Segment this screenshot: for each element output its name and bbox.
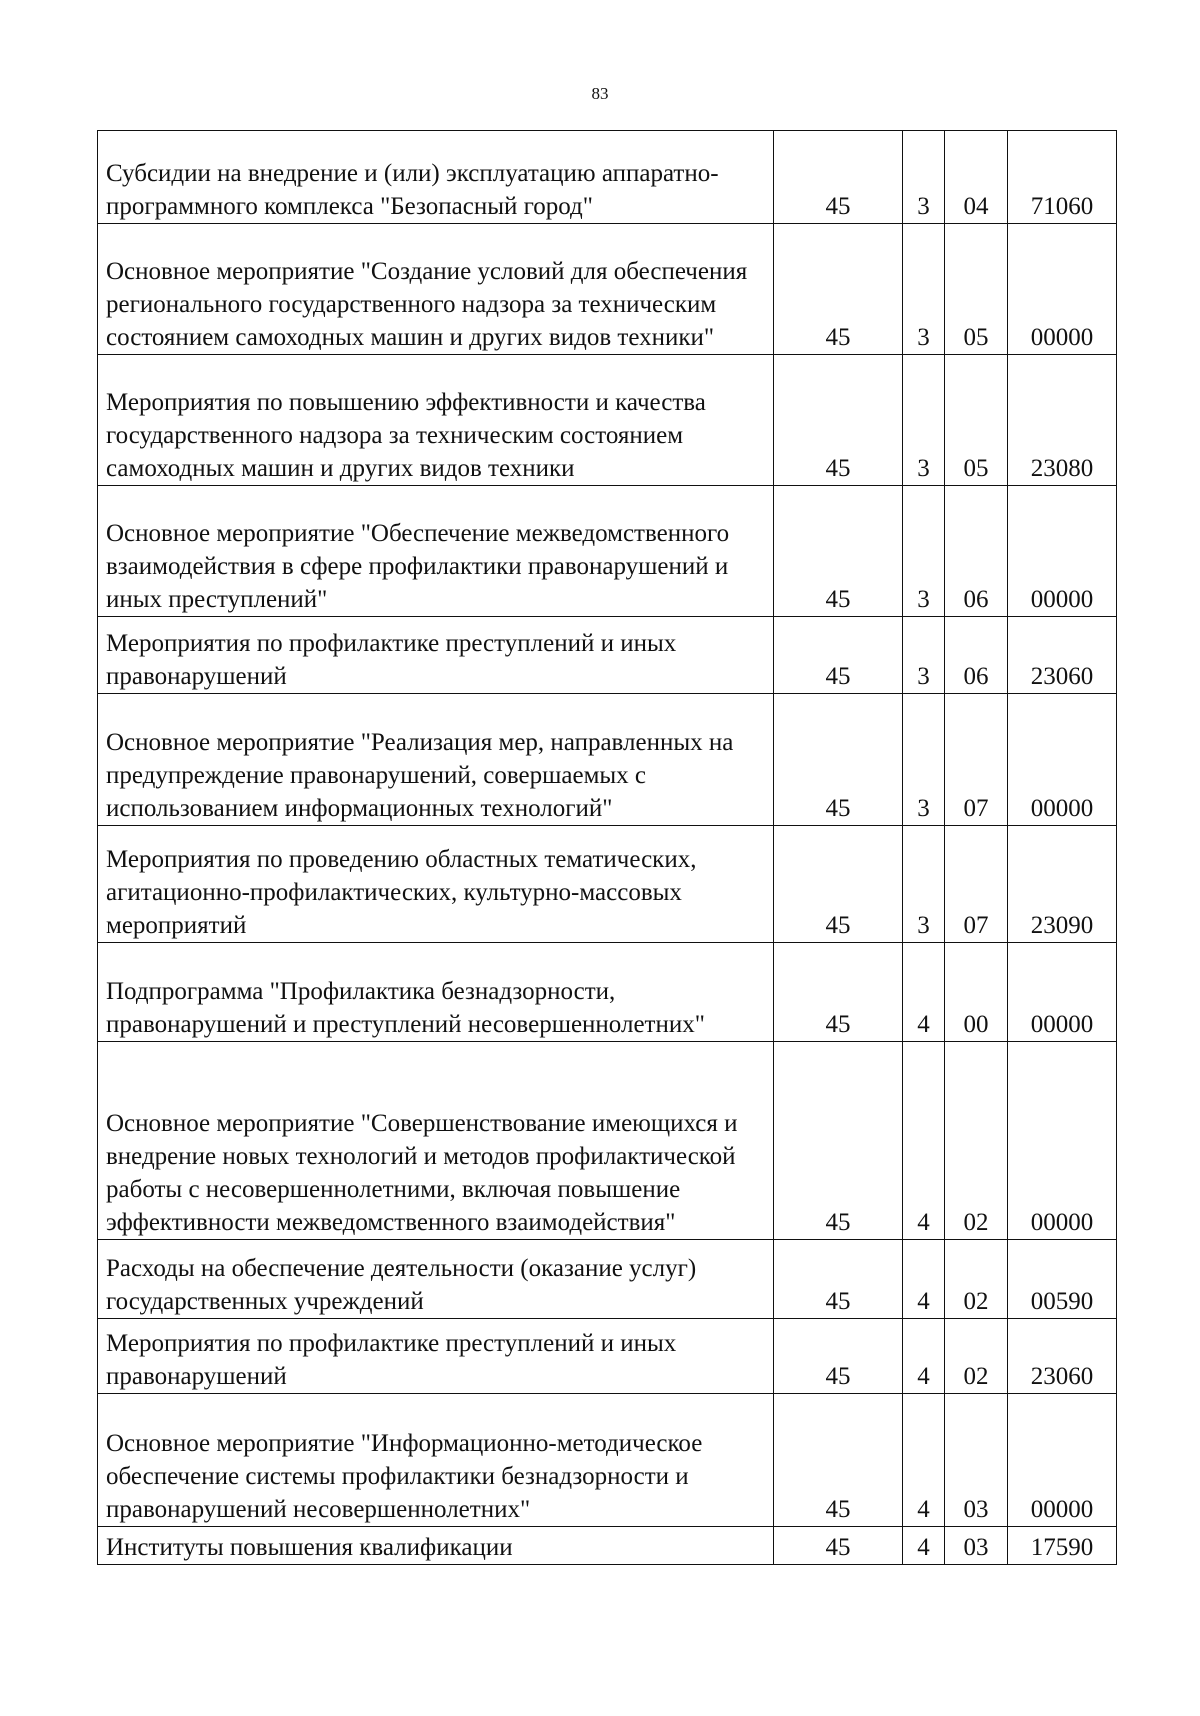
code-activity: 04 [945, 131, 1008, 224]
table-row [98, 617, 1117, 694]
table-row [98, 943, 1117, 1042]
code-activity: 03 [945, 1394, 1008, 1527]
table-row [98, 224, 1117, 355]
code-program: 45 [774, 486, 903, 617]
code-program: 45 [774, 617, 903, 694]
row-name: Основное мероприятие "Создание условий для обеспечения регионального государственного надзора за техническим состоянием самоходных машин и других видов техники" [98, 224, 774, 355]
code-program: 45 [774, 1527, 903, 1565]
row-name: Мероприятия по проведению областных тематических, агитационно-профилактических, культурно-массовых мероприятий [98, 826, 774, 943]
code-subprogram: 4 [903, 1319, 945, 1394]
code-program: 45 [774, 694, 903, 826]
row-name: Основное мероприятие "Информационно-методическое обеспечение системы профилактики безнадзорности и правонарушений несовершеннолетних" [98, 1394, 774, 1527]
code-program: 45 [774, 1319, 903, 1394]
code-direction: 00000 [1008, 486, 1117, 617]
row-name: Основное мероприятие "Обеспечение межведомственного взаимодействия в сфере профилактики правонарушений и иных преступлений" [98, 486, 774, 617]
row-name: Субсидии на внедрение и (или) эксплуатацию аппаратно-программного комплекса "Безопасный город" [98, 131, 774, 224]
table-row [98, 826, 1117, 943]
table-row [98, 131, 1117, 224]
code-activity: 02 [945, 1042, 1008, 1240]
code-direction: 17590 [1008, 1527, 1117, 1565]
budget-table [97, 130, 1117, 1565]
code-subprogram: 3 [903, 224, 945, 355]
code-activity: 06 [945, 486, 1008, 617]
code-program: 45 [774, 355, 903, 486]
code-activity: 02 [945, 1240, 1008, 1319]
code-program: 45 [774, 826, 903, 943]
code-direction: 00000 [1008, 694, 1117, 826]
code-subprogram: 4 [903, 1240, 945, 1319]
table-row [98, 486, 1117, 617]
code-activity: 03 [945, 1527, 1008, 1565]
row-name: Основное мероприятие "Совершенствование имеющихся и внедрение новых технологий и методов профилактической работы с несовершеннолетними, включая повышение эффективности межведомственного взаимодействия" [98, 1042, 774, 1240]
code-subprogram: 4 [903, 1394, 945, 1527]
code-subprogram: 4 [903, 943, 945, 1042]
table-row [98, 355, 1117, 486]
code-direction: 00000 [1008, 1394, 1117, 1527]
code-program: 45 [774, 131, 903, 224]
code-activity: 05 [945, 355, 1008, 486]
code-direction: 00590 [1008, 1240, 1117, 1319]
table-row [98, 1042, 1117, 1240]
table-row [98, 1240, 1117, 1319]
code-activity: 05 [945, 224, 1008, 355]
code-subprogram: 4 [903, 1042, 945, 1240]
code-program: 45 [774, 224, 903, 355]
page-number: 83 [591, 84, 609, 103]
table-row [98, 1394, 1117, 1527]
table-row [98, 1319, 1117, 1394]
code-subprogram: 3 [903, 826, 945, 943]
table-row [98, 1527, 1117, 1565]
code-activity: 07 [945, 826, 1008, 943]
row-name: Расходы на обеспечение деятельности (оказание услуг) государственных учреждений [98, 1240, 774, 1319]
code-direction: 00000 [1008, 224, 1117, 355]
code-direction: 71060 [1008, 131, 1117, 224]
code-subprogram: 3 [903, 617, 945, 694]
code-activity: 02 [945, 1319, 1008, 1394]
code-direction: 23080 [1008, 355, 1117, 486]
code-activity: 07 [945, 694, 1008, 826]
row-name: Мероприятия по повышению эффективности и качества государственного надзора за техническим состоянием самоходных машин и других видов техники [98, 355, 774, 486]
code-direction: 23090 [1008, 826, 1117, 943]
code-activity: 06 [945, 617, 1008, 694]
code-direction: 23060 [1008, 617, 1117, 694]
code-program: 45 [774, 1240, 903, 1319]
code-subprogram: 3 [903, 486, 945, 617]
row-name: Мероприятия по профилактике преступлений и иных правонарушений [98, 617, 774, 694]
code-program: 45 [774, 1394, 903, 1527]
row-name: Основное мероприятие "Реализация мер, направленных на предупреждение правонарушений, совершаемых с использованием информационных технологий" [98, 694, 774, 826]
code-activity: 00 [945, 943, 1008, 1042]
row-name: Мероприятия по профилактике преступлений и иных правонарушений [98, 1319, 774, 1394]
code-subprogram: 3 [903, 131, 945, 224]
code-program: 45 [774, 943, 903, 1042]
code-subprogram: 3 [903, 694, 945, 826]
code-direction: 23060 [1008, 1319, 1117, 1394]
row-name: Институты повышения квалификации [98, 1527, 774, 1565]
row-name: Подпрограмма "Профилактика безнадзорности, правонарушений и преступлений несовершеннолетних" [98, 943, 774, 1042]
code-direction: 00000 [1008, 1042, 1117, 1240]
code-program: 45 [774, 1042, 903, 1240]
code-subprogram: 3 [903, 355, 945, 486]
table-row [98, 694, 1117, 826]
code-direction: 00000 [1008, 943, 1117, 1042]
code-subprogram: 4 [903, 1527, 945, 1565]
